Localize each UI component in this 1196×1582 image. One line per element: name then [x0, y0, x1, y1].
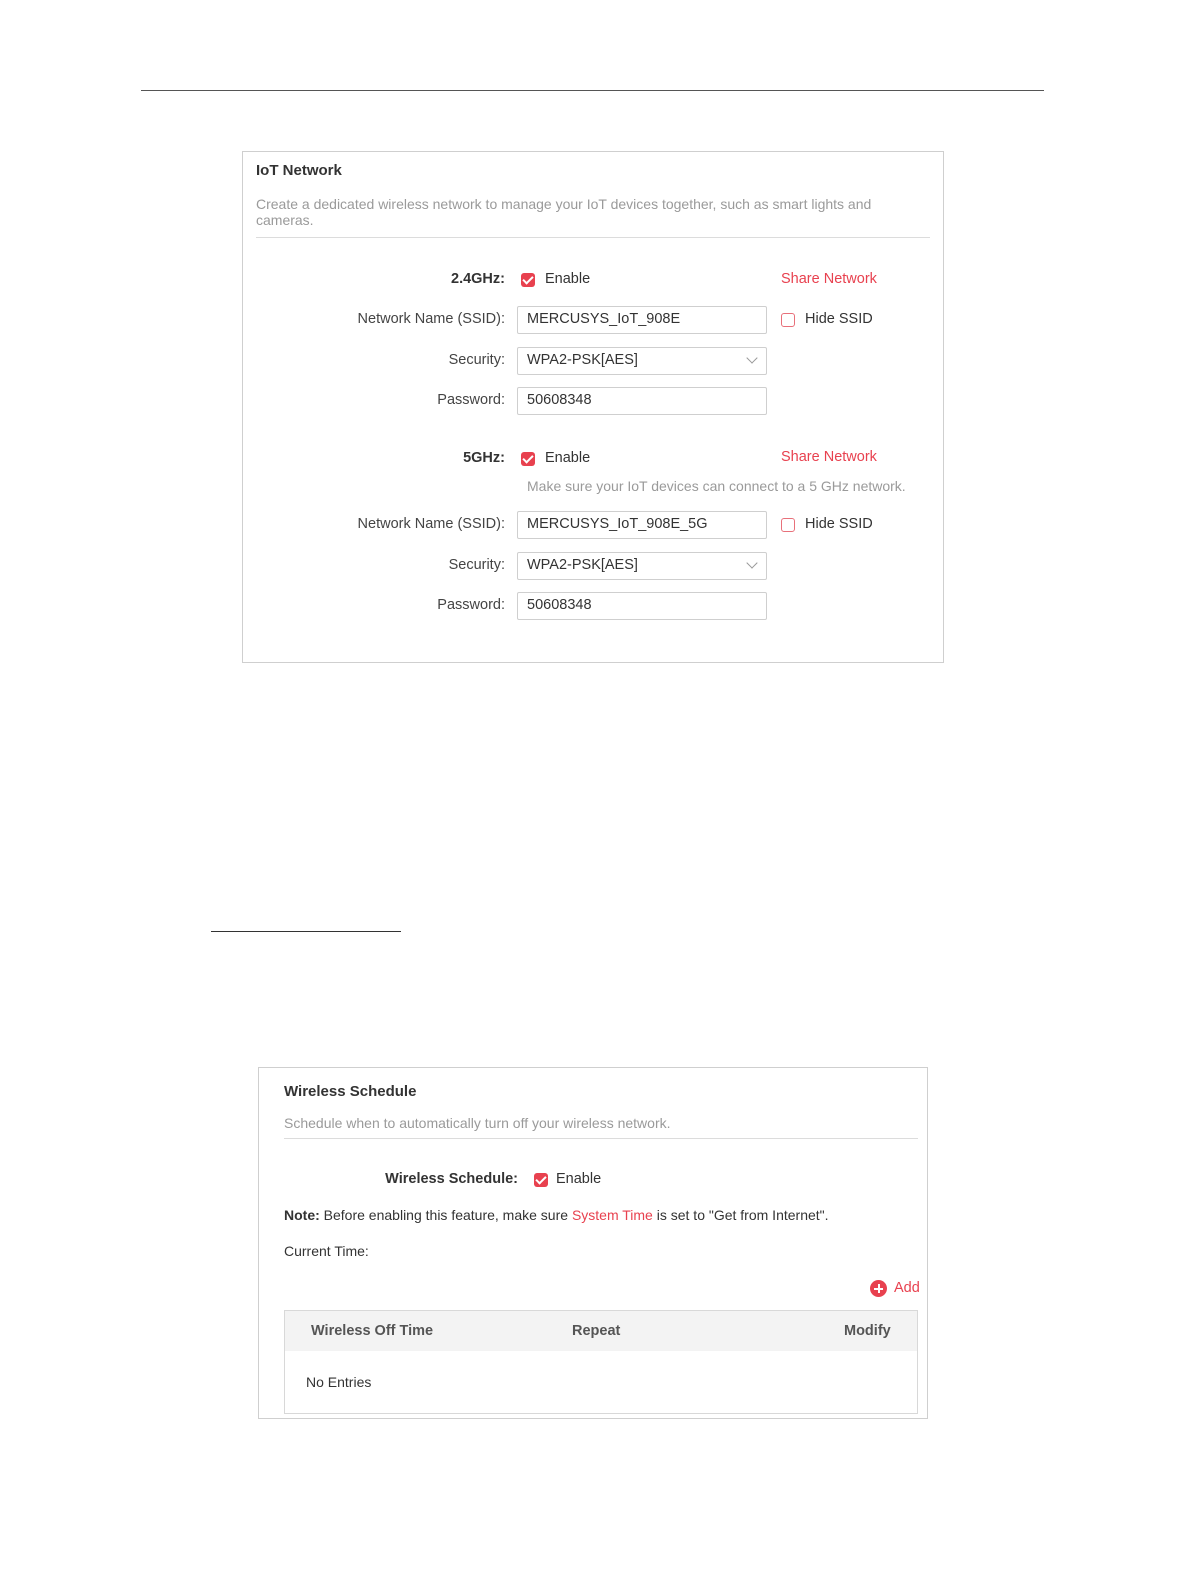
wireless-schedule-panel [258, 1067, 928, 1419]
chevron-down-icon [746, 557, 757, 568]
band-5ghz-security-value: WPA2-PSK[AES] [527, 557, 638, 573]
band-5ghz-hint: Make sure your IoT devices can connect to a 5 GHz network. [527, 478, 906, 494]
band-24ghz-enable-label: Enable [545, 271, 591, 287]
schedule-panel-description: Schedule when to automatically turn off your wireless network. [284, 1115, 671, 1131]
schedule-note [284, 1207, 829, 1223]
note-text-after: is set to "Get from Internet". [656, 1207, 829, 1223]
column-modify: Modify [844, 1323, 891, 1339]
band-5ghz-hide-ssid-label: Hide SSID [805, 516, 873, 532]
note-text-before: Before enabling this feature, make sure [323, 1207, 569, 1223]
band-5ghz-security-select[interactable] [517, 552, 767, 580]
band-24ghz-enable-checkbox[interactable] [521, 273, 535, 287]
band-24ghz-password-label: Password: [437, 392, 505, 408]
wireless-schedule-enable-checkbox[interactable] [534, 1173, 548, 1187]
wireless-schedule-label: Wireless Schedule: [385, 1171, 518, 1187]
schedule-table-empty: No Entries [306, 1374, 372, 1390]
wireless-schedule-enable-label: Enable [556, 1171, 602, 1187]
band-5ghz-share-network-link[interactable]: Share Network [781, 449, 877, 465]
current-time-label: Current Time: [284, 1243, 369, 1259]
column-repeat: Repeat [572, 1323, 621, 1339]
band-24ghz-share-network-link[interactable]: Share Network [781, 271, 877, 287]
iot-panel-divider [256, 237, 930, 238]
band-5ghz-hide-ssid-checkbox[interactable] [781, 518, 795, 532]
band-24ghz-ssid-label: Network Name (SSID): [357, 311, 505, 327]
band-5ghz-label: 5GHz: [463, 450, 505, 466]
band-24ghz-security-select[interactable] [517, 347, 767, 375]
iot-network-panel [242, 151, 944, 663]
band-24ghz-label: 2.4GHz: [451, 271, 505, 287]
column-wireless-off-time: Wireless Off Time [311, 1323, 434, 1339]
band-24ghz-password-input[interactable]: 50608348 [517, 387, 767, 415]
page-top-rule [141, 90, 1044, 91]
system-time-link[interactable]: System Time [571, 1207, 653, 1223]
note-prefix: Note: [284, 1207, 320, 1223]
add-button[interactable] [870, 1279, 920, 1299]
add-button-label: Add [894, 1280, 920, 1296]
section-link-underline [211, 931, 401, 932]
band-24ghz-ssid-input[interactable]: MERCUSYS_IoT_908E [517, 306, 767, 334]
chevron-down-icon [746, 352, 757, 363]
band-5ghz-ssid-input[interactable]: MERCUSYS_IoT_908E_5G [517, 511, 767, 539]
schedule-table [284, 1310, 918, 1414]
iot-panel-title: IoT Network [256, 162, 342, 179]
iot-panel-description: Create a dedicated wireless network to manage your IoT devices together, such as smart lights and cameras. [256, 196, 872, 228]
schedule-panel-divider [284, 1138, 918, 1139]
band-24ghz-hide-ssid-label: Hide SSID [805, 311, 873, 327]
band-5ghz-enable-checkbox[interactable] [521, 452, 535, 466]
band-24ghz-hide-ssid-checkbox[interactable] [781, 313, 795, 327]
band-5ghz-ssid-label: Network Name (SSID): [357, 516, 505, 532]
band-5ghz-security-label: Security: [448, 557, 505, 573]
schedule-panel-title: Wireless Schedule [284, 1083, 417, 1100]
band-5ghz-password-label: Password: [437, 597, 505, 613]
add-circle-icon [870, 1280, 887, 1297]
schedule-table-header [285, 1311, 917, 1351]
band-24ghz-security-label: Security: [448, 352, 505, 368]
band-24ghz-security-value: WPA2-PSK[AES] [527, 352, 638, 368]
band-5ghz-enable-label: Enable [545, 450, 591, 466]
band-5ghz-password-input[interactable]: 50608348 [517, 592, 767, 620]
